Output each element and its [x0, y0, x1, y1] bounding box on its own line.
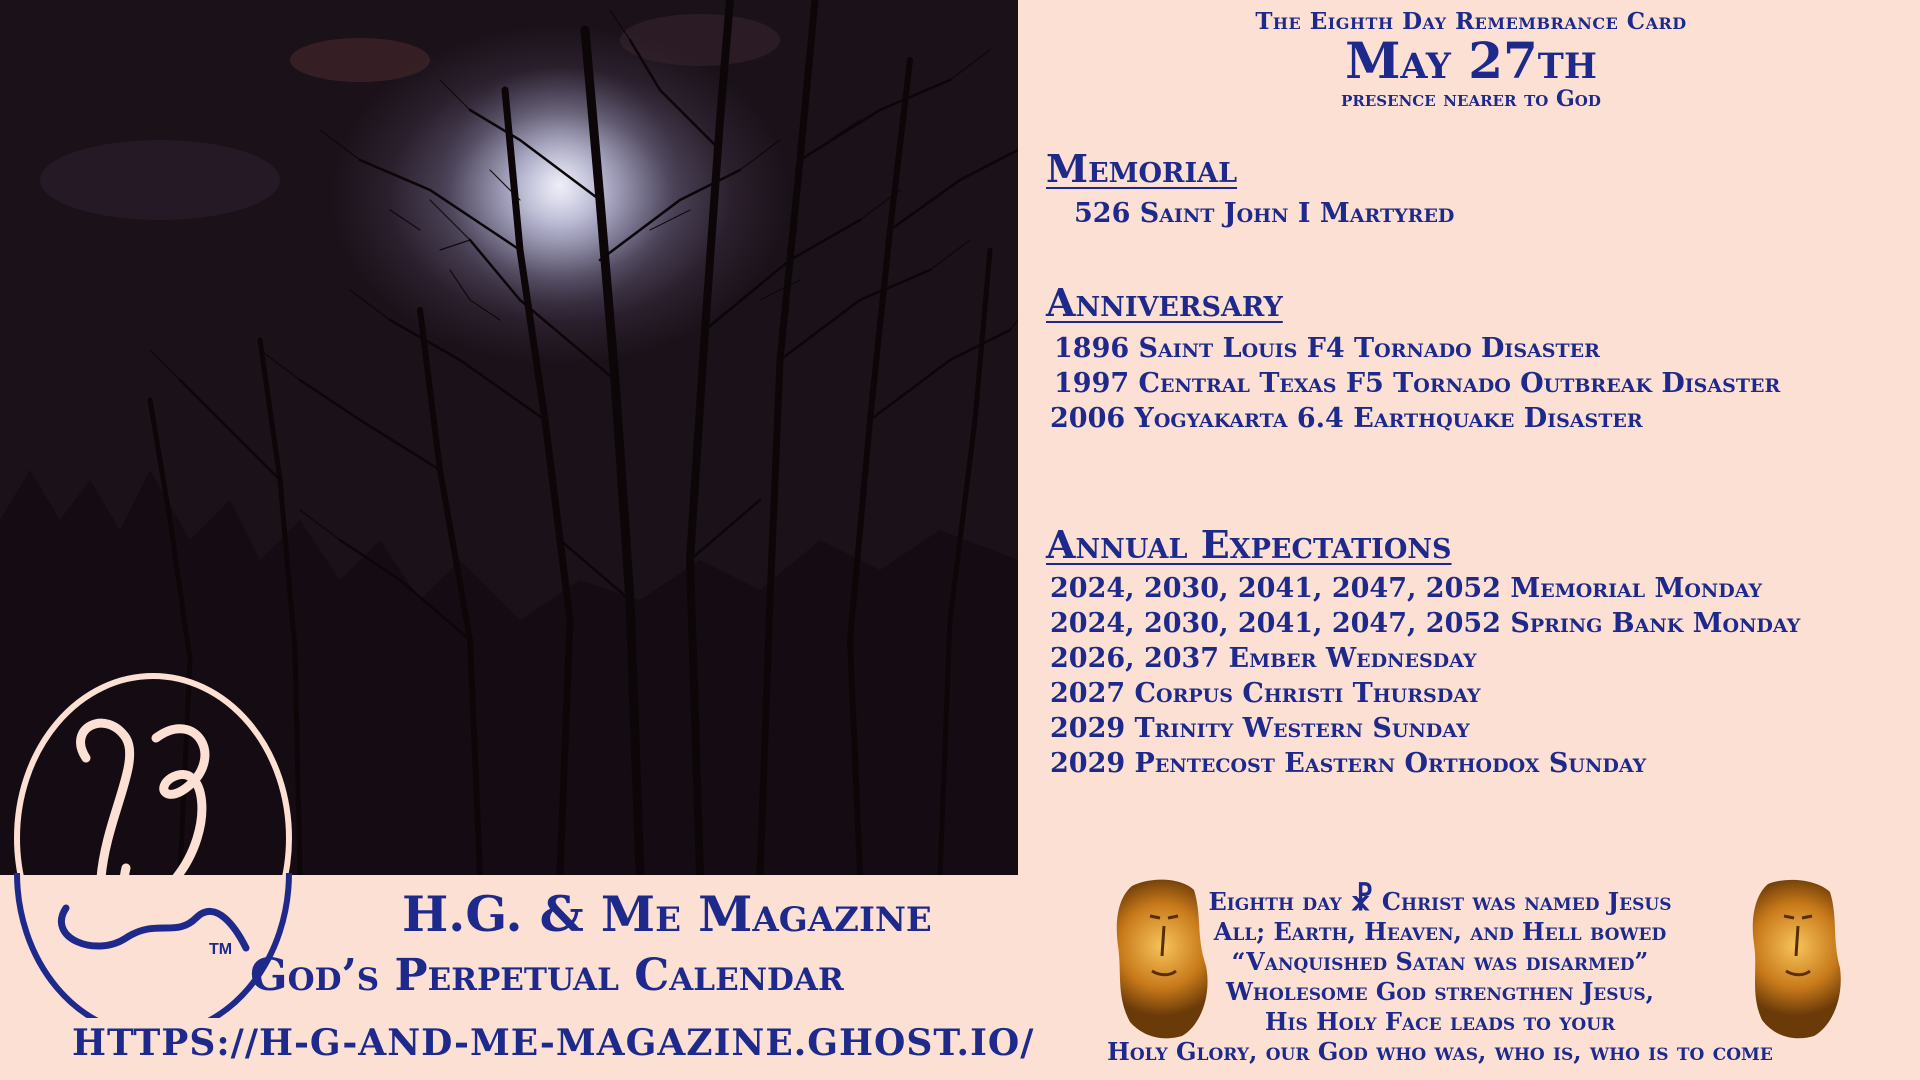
poem-line-4: Wholesome God strengthen Jesus, — [1225, 977, 1655, 1006]
magazine-url-link[interactable]: HTTPS://H-G-AND-ME-MAGAZINE.GHOST.IO/ — [72, 1022, 1035, 1064]
card-subtitle: presence nearer to God — [1341, 86, 1601, 112]
expectation-item: 2029 Trinity Western Sunday — [1050, 713, 1470, 744]
poem-line-1-start: Eighth day — [1208, 887, 1342, 916]
card-date: May 27th — [1345, 31, 1597, 90]
poem-line-5: His Holy Face leads to your — [1264, 1007, 1616, 1036]
poem-block — [1090, 883, 1790, 1067]
anniversary-item: 2006 Yogyakarta 6.4 Earthquake Disaster — [1050, 403, 1643, 434]
poem-line-6: Holy Glory, our God who was, who is, who is to come — [1107, 1037, 1773, 1066]
poem-line-2: All; Earth, Heaven, and Hell bowed — [1213, 917, 1667, 946]
calendar-title: God’s Perpetual Calendar — [250, 950, 844, 1001]
anniversary-item: 1997 Central Texas F5 Tornado Outbreak Disaster — [1054, 368, 1781, 399]
poem-line-3: “Vanquished Satan was disarmed” — [1231, 947, 1649, 976]
poem-line-1 — [1090, 883, 1790, 918]
expectation-item: 2026, 2037 Ember Wednesday — [1050, 643, 1477, 674]
expectations-heading: Annual Expectations — [1046, 522, 1452, 567]
anniversary-item: 1896 Saint Louis F4 Tornado Disaster — [1054, 333, 1600, 364]
poem-line-1-end: Christ was named Jesus — [1381, 887, 1672, 916]
expectation-item: 2024, 2030, 2041, 2047, 2052 Memorial Monday — [1050, 573, 1763, 604]
trademark-mark: TM — [209, 941, 233, 958]
memorial-item: 526 Saint John I Martyred — [1074, 198, 1455, 229]
card-header: The Eighth Day Remembrance Card — [1255, 8, 1687, 35]
memorial-heading: Memorial — [1046, 146, 1238, 191]
expectation-item: 2029 Pentecost Eastern Orthodox Sunday — [1050, 748, 1647, 779]
expectation-item: 2024, 2030, 2041, 2047, 2052 Spring Bank Monday — [1050, 608, 1801, 639]
expectation-item: 2027 Corpus Christi Thursday — [1050, 678, 1481, 709]
chi-rho-icon: ☧ — [1349, 883, 1374, 918]
magazine-title: H.G. & Me Magazine — [402, 885, 932, 943]
anniversary-heading: Anniversary — [1046, 280, 1283, 325]
